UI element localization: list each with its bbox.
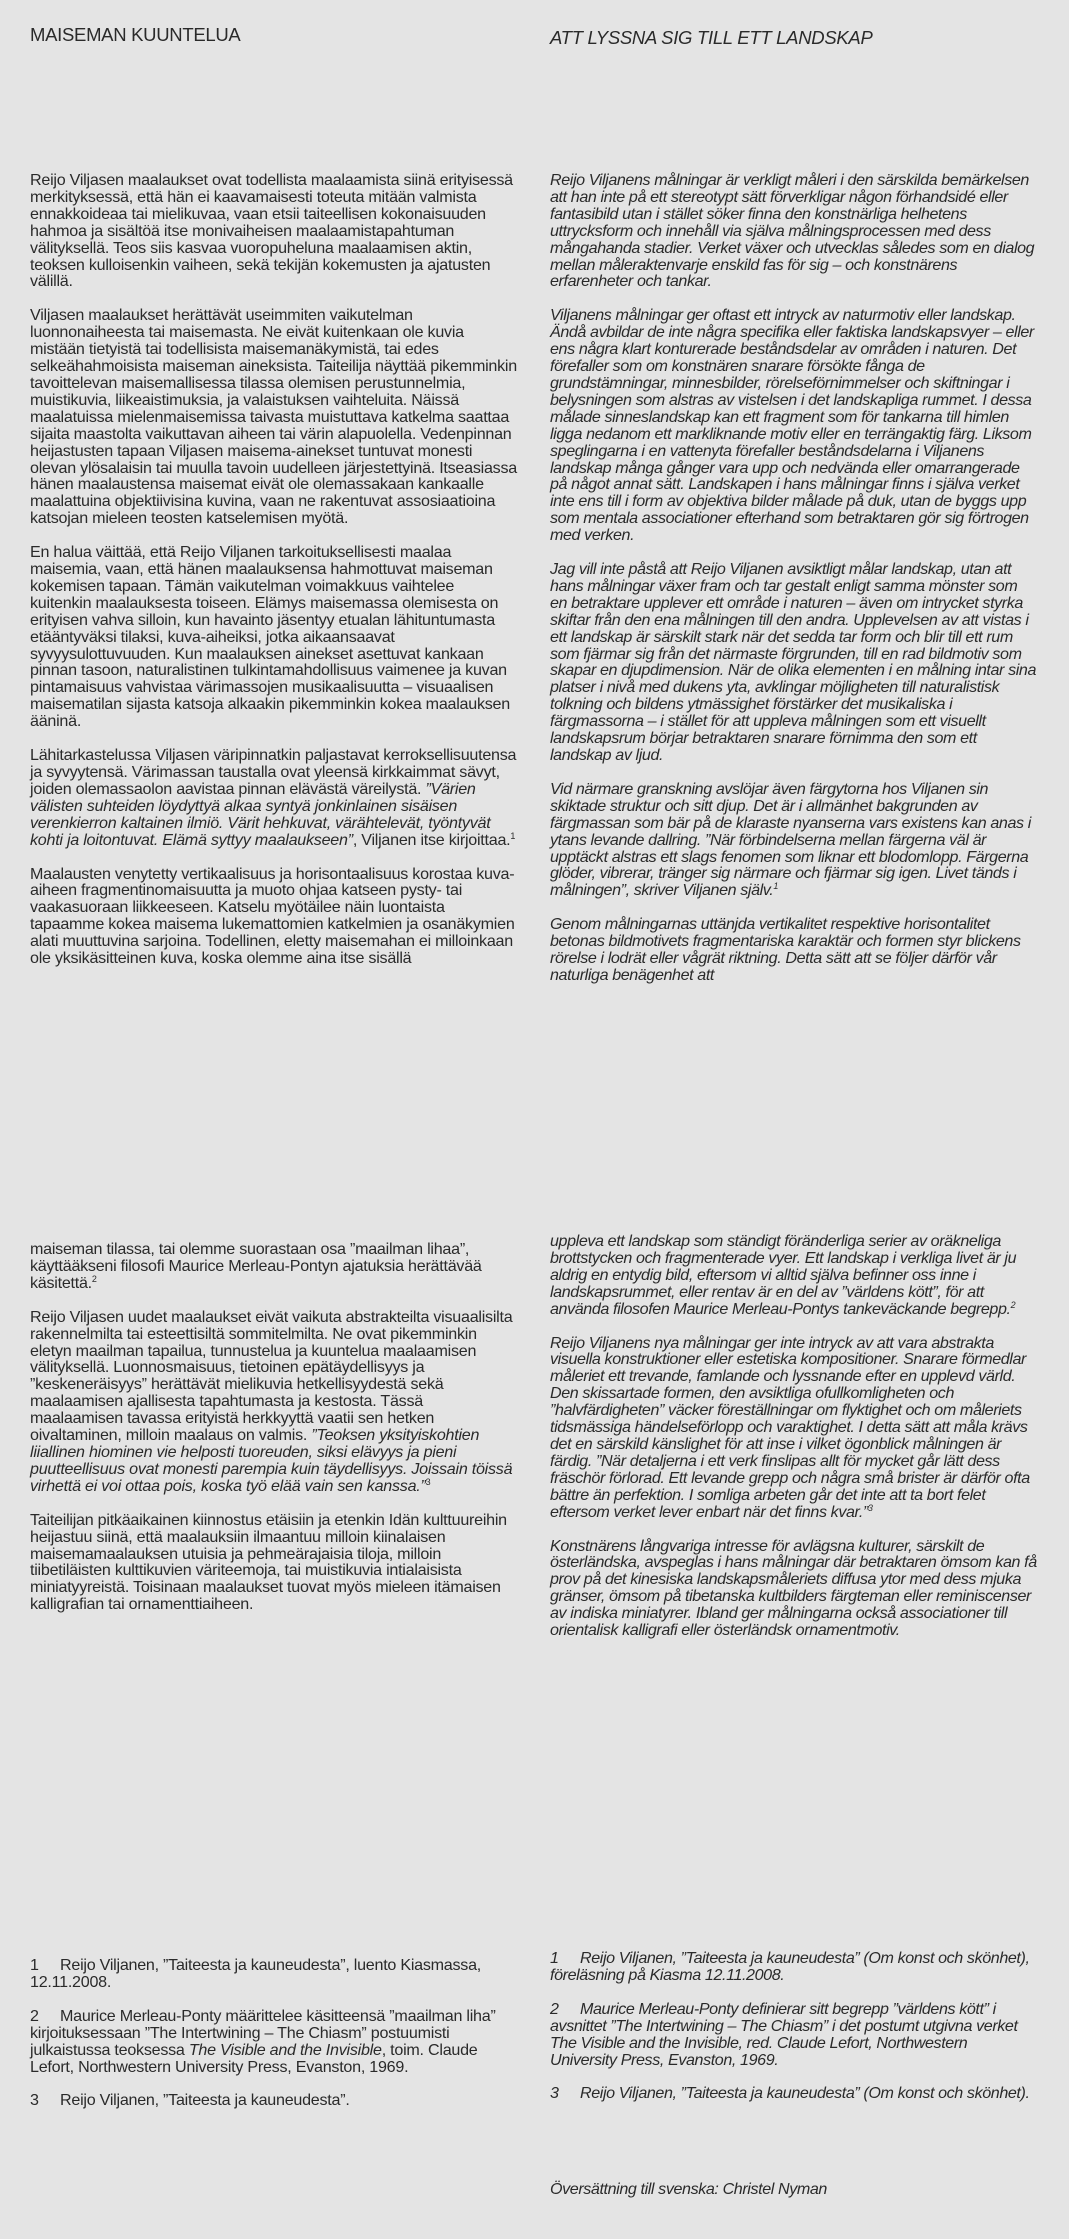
paragraph: Viljanens målningar ger oftast ett intryck av naturmotiv eller landskap. Ändå avbildar de inte några specifika eller faktiska landskapsvyer – eller ens några klart konturerade beståndsdelar av områden i naturen. Det förefaller som om konstnären snarare försökte fånga de grundstämningar, minnesbilder, rörelseförnimmelser och skiftningar i belysningen som alstras av vistelsen i det landskapliga rummet. I dessa målade sinneslandskap kan ett fragment som för tankarna till himlen ligga nedanom ett markliknande motiv eller en terrängaktig färg. Liksom speglingarna i en vattenyta förefaller beståndsdelarna i Viljanens landskap många gånger vara upp och nedvända eller omarrangerade på något annat sätt. Landskapen i hans målningar finns i själva verket inte ens till i form av objektiva bilder målade på duk, utan de byggs upp som mentala associationer efterhand som betraktaren gör sig förtrogen med verken. (550, 306, 1034, 545)
footnote (30, 2008, 518, 2076)
footnote-text: Reijo Viljanen, ”Taiteesta ja kauneudesta” (Om konst och skönhet). (580, 2084, 1030, 2103)
paragraph (30, 747, 518, 848)
paragraph-text: Lähitarkastelussa Viljasen väripinnatkin paljastavat kerroksellisuutensa ja syvyytensä. Värimassan taustalla ovat yleensä kirkkaimmat sävyt, joiden olemassaolon aavistaa pinnan elävästä väreilystä. (30, 746, 517, 798)
footnote-text: Reijo Viljanen, ”Taiteesta ja kauneudesta”, luento Kiasmassa, 12.11.2008. (30, 1956, 482, 1991)
footnote (30, 2092, 518, 2109)
footnote-number: 2 (550, 1999, 559, 2018)
book-title: The Visible and the Invisible (188, 2040, 382, 2059)
paragraph (550, 781, 1038, 899)
finnish-text-top (30, 172, 518, 984)
paragraph: Viljasen maalaukset herättävät useimmiten vaikutelman luonnonaiheesta tai maisemasta. Ne eivät kuitenkaan ole kuvia mistään tietyistä tai todellisista maisemanäkymistä, tai edes selkeähahmoisista maiseman aineksista. Taiteilija näyttää pikemminkin tavoittelevan maisemallisessa tilassa olemisen perustunnelmia, muistikuvia, liikeaistimuksia, ja valaistuksen vaihteluita. Näissä maalatuissa mielenmaisemissa taivasta muistuttava katkelma saattaa sijaita maastolta vaikuttavan aiheen tai värin alapuolella. Vedenpinnan heijastusten tapaan Viljasen maisema-ainekset tuntuvat monesti olevan ylösalaisin tai muulla tavoin uudelleen järjestettyinä. Itseasiassa hänen maalaustensa maisemat eivät ole olemassakaan kankaalle maalattuina objektiivisina kuvina, vaan ne rakentuvat assosiaatioina katsojan mieleen teosten katselemisen myötä. (30, 306, 517, 528)
paragraph: Reijo Viljasen maalaukset ovat todellista maalaamista siinä erityisessä merkityksessä, että hän ei kaavamaisesti toteuta mitään valmista ennakkoideaa tai mielikuvaa, vaan etsii taiteellisen kokonaisuuden hahmoa ja sisältöä itse monivaiheisen maalaamistapahtuman välityksellä. Teos siis kasvaa vuoropuheluna maalaamisen aktin, teoksen kulloisenkin vaiheen, sekä tekijän kokemusten ja ajatusten välillä. (30, 171, 513, 291)
swedish-text-top (550, 172, 1038, 1001)
paragraph-text: , Viljanen itse kirjoittaa. (352, 830, 511, 849)
translator-credit: Översättning till svenska: Christel Nyman (550, 2180, 827, 2198)
swedish-footnotes (550, 1950, 1038, 2119)
footnote-number: 3 (30, 2091, 39, 2110)
footnote-text: Reijo Viljanen, ”Taiteesta ja kauneudesta” (Om konst och skönhet), föreläsning på Kiasma 12.11.2008. (550, 1949, 1030, 1984)
paragraph-text: maiseman tilassa, tai olemme suorastaan osa ”maailman lihaa”, käyttääkseni filosofi Maurice Merleau-Pontyn ajatuksia herättävää käsitettä. (30, 1240, 482, 1292)
title-swedish: ATT LYSSNA SIG TILL ETT LANDSKAP (550, 27, 873, 48)
paragraph: En halua väittää, että Reijo Viljanen tarkoituksellisesti maalaa maisemia, vaan, että hänen maalauksensa hahmottuvat maiseman kokemisen tapaan. Tämän vaikutelman voimakkuus vaihtelee kuitenkin maalauksesta toiseen. Elämys maisemassa olemisesta on erityisen vahva silloin, kun havainto jäsentyy etualan lähituntumasta etääntyväksi tilaksi, kuva-aiheiksi, jotka aikaansaavat syvyysulottuvuuden. Kun maalauksen ainekset asettuvat kankaan pinnan tasoon, naturalistinen tulkintamahdollisuus vaimenee ja kuvan pintamaisuus vahvistaa värimassojen musikaalisuutta – visuaalisen maisematilan sijasta katsoja alkaakin pikemminkin kokea maalauksen ääninä. (30, 543, 510, 731)
quote: ”Värien välisten suhteiden löydyttyä alkaa syntyä jonkinlainen sisäisen verenkierron kaltainen ilmiö. Värit hehkuvat, värähtelevät, työntyvät kohti ja loitontuvat. Elämä syttyy maalaukseen” (30, 779, 491, 849)
quote: ”Teoksen yksityiskohtien liiallinen hiominen vie helposti tuoreuden, siksi elävyys ja pieni puutteellisuus ovat monesti parempia kuin täydellisyys. Joissain töissä virhettä ei voi ottaa pois, koska työ elää vain sen kanssa.” (30, 1426, 513, 1495)
swedish-text-bottom (550, 1233, 1038, 1656)
footnote-ref: 1 (773, 881, 778, 892)
footnote-number: 3 (550, 2084, 559, 2103)
paragraph (30, 1309, 518, 1495)
footnote-ref: 1 (510, 830, 516, 841)
footnote (30, 1957, 518, 1991)
footnote-number: 1 (550, 1949, 559, 1967)
footnote-ref: 2 (1010, 1299, 1016, 1310)
footnote-text: Reijo Viljanen, ”Taiteesta ja kauneudesta”. (60, 2091, 350, 2110)
footnote-text: Maurice Merleau-Ponty definierar sitt begrepp ”världens kött” i avsnittet ”The Intertwining – The Chiasm” i det postumt utgivna verket The Visible and the Invisible, red. Claude Lefort, Northwestern University Press, Evanston, 1969. (550, 1999, 1018, 2069)
footnote-number: 2 (30, 2006, 39, 2025)
paragraph: Jag vill inte påstå att Reijo Viljanen avsiktligt målar landskap, utan att hans målningar växer fram och tar gestalt enligt samma mönster som en betraktare upplever ett område i naturen – även om intrycket styrka skiftar från den ena målningen till den andra. Upplevelsen av att vistas i ett landskap är särskilt stark när det sedda tar form och blir till ett rum som fjärmar sig från det närmaste förgrunden, till en rad bildmotiv som skapar en djupdimension. När de olika elementen i en målning intar sina platser i nivå med dukens yta, avklingar möjligheten till naturalistisk tolkning och bildens ytmässighet förstärker det musikaliska i färgmassorna – i stället för att uppleva målningen som ett visuellt landskapsrum börjar betraktaren snarare förnimma den som ett landskap av ljud. (550, 560, 1037, 764)
paragraph (30, 1241, 518, 1292)
footnote (550, 2085, 1038, 2102)
paragraph-text: Vid närmare granskning avslöjar även färgytorna hos Viljanen sin skiktade struktur och sitt djup. Det är i allmänhet bakgrunden av färgmassan som bär på de klaraste nyanserna vars existens kan anas i ytans levande dallring. ”När förbindelserna mellan färgerna väl är upptäckt alstras ett slags fenomen som liknar ett blodomlopp. Färgerna glöder, vibrerar, tränger sig närmare och fjärmar sig igen. Livet tänds i målningen”, skriver Viljanen själv. (550, 779, 1031, 900)
finnish-footnotes (30, 1957, 518, 2126)
footnote-text: , toim. Claude Lefort, Northwestern University Press, Evanston, 1969. (30, 2040, 478, 2076)
paragraph: Taiteilijan pitkäaikainen kiinnostus etäisiin ja etenkin Idän kulttuureihin heijastuu siinä, että maalauksiin ilmaantuu milloin kiinalaisen maisemamaalauksen utuisia ja pehmeärajaisia tiloja, milloin tiibetiläisten kulttikuvien väriteemoja, tai muistikuvia intialaisista miniatyyreistä. Toisinaan maalaukset tuovat myös mieleen itämaisen kalligrafian tai ornamenttiaiheen. (30, 1510, 507, 1614)
footnote-ref: 3 (425, 1476, 431, 1487)
paragraph (550, 1233, 1038, 1318)
paragraph-text: uppleva ett landskap som ständigt föränderliga serier av oräkneliga brottstycken och fragmenterade vyer. Ett landskap i verkliga livet är ju aldrig en entydig bild, eftersom vi alltid själva befinner oss inne i landskapsrummet, eller rentav är en del av ”världens kött”, för att använda filosofen Maurice Merleau-Pontys tankeväckande begrepp. (550, 1232, 1017, 1318)
paragraph: Genom målningarnas uttänjda vertikalitet respektive horisontalitet betonas bildmotivets fragmentariska karaktär och formen styr blickens rörelse i lodrät eller vågrät riktning. Detta sätt att se följer därför vår naturliga benägenhet att (550, 915, 1021, 984)
title-finnish: MAISEMAN KUUNTELUA (30, 24, 241, 45)
paragraph: Reijo Viljanens målningar är verkligt måleri i den särskilda bemärkelsen att han inte på ett stereotypt sätt förverkligar någon förhandsidé eller fantasibild utan i stället söker finna den konstnärliga helhetens uttrycksform och innehåll via själva målningsprocessen med dess mångahanda stadier. Verket växer och utvecklas således som en dialog mellan måleraktenvarje enskild fas för sig – och konstnärens erfarenheter och tankar. (550, 171, 1035, 291)
footnote-ref: 2 (91, 1273, 97, 1284)
paragraph-text: Reijo Viljanens nya målningar ger inte intryck av att vara abstrakta visuella konstruktioner eller estetiska kompositioner. Snarare förmedlar måleriet ett trevande, famlande och lyssnande efter en upplevd värld. Den skissartade formen, den avsiktliga ofullkomligheten och ”halvfärdigheten” väcker föreställningar om flyktighet och om måleriets tidsmässiga händelseförlopp och varaktighet. I detta sätt att måla krävs det en särskild känslighet för att inse i vilket ögonblick målningen är färdig. ”När detaljerna i ett verk finslipas allt för mycket går lätt dess fräschör förlorad. Ett levande grepp och några små brister är därför ofta bättre än perfektion. I somliga arbeten går det inte att ta bort felet eftersom verket lever enbart när det finns kvar.” (550, 1333, 1030, 1521)
finnish-text-bottom (30, 1241, 518, 1630)
footnote (550, 2001, 1038, 2069)
footnote (550, 1950, 1038, 1984)
footnote-number: 1 (30, 1956, 39, 1974)
paragraph: Maalausten venytetty vertikaalisuus ja horisontaalisuus korostaa kuva-aiheen fragmentinomaisuutta ja muoto ohjaa katseen pysty- tai vaakasuoraan liikkeeseen. Katselu myötäilee näin luontaista tapaamme kokea maisema lukemattomien katkelmien ja osanäkymien alati muuttuvina sarjoina. Todellinen, eletty maisemahan ei milloinkaan ole yksikäsitteinen kuva, koska olemme aina itse sisällä (30, 864, 515, 968)
paragraph-text: Reijo Viljasen uudet maalaukset eivät vaikuta abstrakteilta visuaalisilta rakennelmilta tai esteettisiltä sommitelmilta. Ne ovat pikemminkin eletyn maailman tapailua, tunnustelua ja kuuntelua maalaamisen välityksellä. Luonnosmaisuus, tietoinen epätäydellisyys ja ”keskeneräisyys” herättävät mielikuvia hetkellisyydestä sekä maalaamisen ajallisesta tapahtumasta ja kestosta. Tässä maalaamisen tavassa erityistä herkkyyttä vaatii sen hetken oivaltaminen, milloin maalaus on valmis. (30, 1307, 513, 1445)
footnote-text: Maurice Merleau-Ponty määrittelee käsitteensä ”maailman liha” kirjoituksessaan ”The Intertwining – The Chiasm” postuumisti julkaistussa teoksessa (30, 2006, 496, 2059)
footnote-ref: 3 (867, 1502, 873, 1513)
paragraph: Konstnärens långvariga intresse för avlägsna kulturer, särskilt de österländska, avspeglas i hans målningar där betraktaren ömsom kan få prov på det kinesiska landskapsmåleriets diffusa ytor med dess mjuka gränser, ömsom på tibetanska kultbilders färgteman eller reminiscenser av indiska miniatyrer. Ibland ger målningarna också associationer till orientalisk kalligrafi eller österländsk ornamentmotiv. (550, 1536, 1037, 1640)
paragraph (550, 1335, 1038, 1521)
